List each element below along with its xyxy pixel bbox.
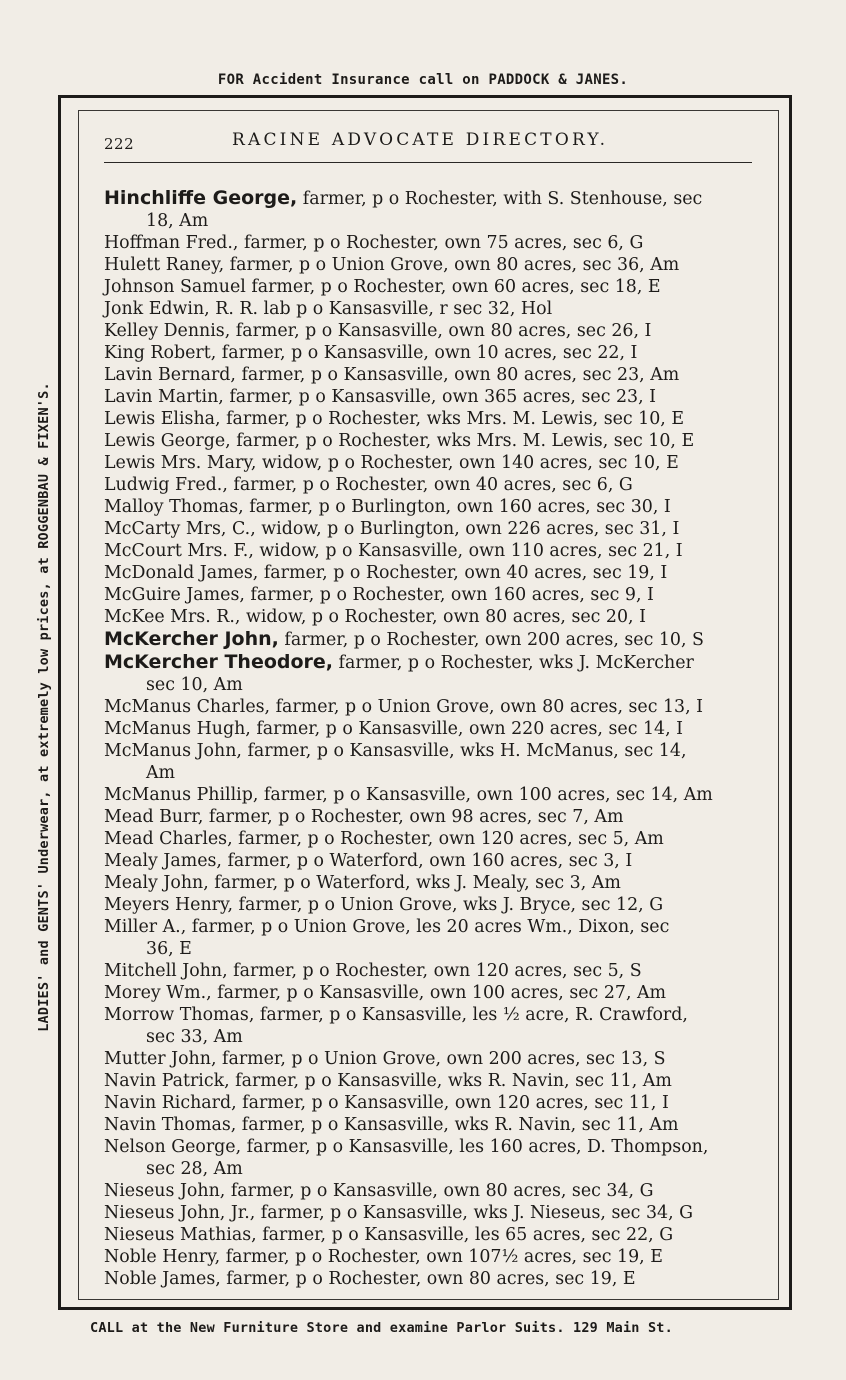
directory-entry [104, 651, 752, 674]
entry-text: Nieseus Mathias, farmer, p o Kansasville, les 65 acres, sec 22, G [104, 1225, 674, 1245]
directory-entry [104, 1268, 752, 1290]
entry-text: Mead Burr, farmer, p o Rochester, own 98 acres, sec 7, Am [104, 807, 624, 827]
side-advertisement: LADIES' and GENTS' Underwear, at extremely low prices, at ROGGENBAU & FIXEN'S. [36, 382, 52, 1032]
directory-entry [104, 828, 752, 850]
directory-entry [104, 408, 752, 430]
entry-text: McDonald James, farmer, p o Rochester, own 40 acres, sec 19, I [104, 563, 668, 583]
directory-entry [104, 187, 752, 210]
entry-text: Nelson George, farmer, p o Kansasville, les 160 acres, D. Thompson, [104, 1137, 709, 1157]
directory-entry [104, 1092, 752, 1114]
entry-name: McKercher John, [104, 628, 279, 650]
entry-text: King Robert, farmer, p o Kansasville, own 10 acres, sec 22, I [104, 343, 638, 363]
directory-entry [104, 1202, 752, 1224]
entry-text: Johnson Samuel farmer, p o Rochester, own 60 acres, sec 18, E [104, 277, 661, 297]
entry-text: McCourt Mrs. F., widow, p o Kansasville, own 110 acres, sec 21, I [104, 541, 683, 561]
entry-continuation: Am [146, 763, 176, 783]
entry-text: farmer, p o Rochester, with S. Stenhouse, sec [297, 189, 703, 209]
entry-text: Lewis George, farmer, p o Rochester, wks Mrs. M. Lewis, sec 10, E [104, 431, 695, 451]
entry-continuation: sec 33, Am [146, 1027, 243, 1047]
directory-entry [104, 386, 752, 408]
directory-entry [104, 254, 752, 276]
entry-text: Ludwig Fred., farmer, p o Rochester, own 40 acres, sec 6, G [104, 475, 633, 495]
entry-text: Miller A., farmer, p o Union Grove, les 20 acres Wm., Dixon, sec [104, 917, 670, 937]
directory-entry [104, 452, 752, 474]
entry-text: McManus Charles, farmer, p o Union Grove, own 80 acres, sec 13, I [104, 697, 704, 717]
directory-entry [104, 872, 752, 894]
directory-entry [104, 342, 752, 364]
directory-entry [104, 1246, 752, 1268]
entry-text: McKee Mrs. R., widow, p o Rochester, own 80 acres, sec 20, I [104, 607, 646, 627]
entry-text: Lewis Elisha, farmer, p o Rochester, wks Mrs. M. Lewis, sec 10, E [104, 409, 685, 429]
directory-entry [104, 606, 752, 628]
directory-entry [104, 298, 752, 320]
directory-entry [104, 894, 752, 916]
entry-name: Hinchliffe George, [104, 187, 298, 209]
header-advertisement: FOR Accident Insurance call on PADDOCK & JANES. [217, 72, 629, 88]
directory-entry [104, 1048, 752, 1070]
directory-entry [104, 1224, 752, 1246]
entry-text: farmer, p o Rochester, wks J. McKercher [333, 653, 694, 673]
entry-text: Noble Henry, farmer, p o Rochester, own 107½ acres, sec 19, E [104, 1247, 663, 1267]
entry-text: Kelley Dennis, farmer, p o Kansasville, own 80 acres, sec 26, I [104, 321, 652, 341]
entry-text: Malloy Thomas, farmer, p o Burlington, own 160 acres, sec 30, I [104, 497, 671, 517]
directory-entry [104, 784, 752, 806]
directory-entry [104, 718, 752, 740]
entry-text: Nieseus John, farmer, p o Kansasville, own 80 acres, sec 34, G [104, 1181, 654, 1201]
entry-continuation: sec 28, Am [146, 1159, 243, 1179]
entry-text: Mealy John, farmer, p o Waterford, wks J. Mealy, sec 3, Am [104, 873, 621, 893]
entry-text: Navin Patrick, farmer, p o Kansasville, wks R. Navin, sec 11, Am [104, 1071, 672, 1091]
directory-entry [104, 1004, 752, 1026]
entry-text: McManus John, farmer, p o Kansasville, wks H. McManus, sec 14, [104, 741, 687, 761]
entry-text: Jonk Edwin, R. R. lab p o Kansasville, r sec 32, Hol [104, 299, 553, 319]
page-title: RACINE ADVOCATE DIRECTORY. [232, 130, 609, 150]
entry-text: Mitchell John, farmer, p o Rochester, own 120 acres, sec 5, S [104, 961, 642, 981]
directory-entry [104, 1180, 752, 1202]
entry-text: Mead Charles, farmer, p o Rochester, own 120 acres, sec 5, Am [104, 829, 664, 849]
directory-entry [104, 916, 752, 938]
entry-text: Meyers Henry, farmer, p o Union Grove, wks J. Bryce, sec 12, G [104, 895, 664, 915]
entry-text: Mutter John, farmer, p o Union Grove, own 200 acres, sec 13, S [104, 1049, 666, 1069]
entry-text: Morey Wm., farmer, p o Kansasville, own 100 acres, sec 27, Am [104, 983, 667, 1003]
directory-entries [104, 187, 752, 1290]
directory-entry [104, 496, 752, 518]
entry-text: Mealy James, farmer, p o Waterford, own 160 acres, sec 3, I [104, 851, 633, 871]
directory-entry [104, 740, 752, 762]
directory-entry [104, 960, 752, 982]
directory-entry [104, 1070, 752, 1092]
entry-text: Lavin Martin, farmer, p o Kansasville, own 365 acres, sec 23, I [104, 387, 657, 407]
directory-entry [104, 806, 752, 828]
entry-continuation: 18, Am [146, 211, 209, 231]
entry-text: Navin Thomas, farmer, p o Kansasville, wks R. Navin, sec 11, Am [104, 1115, 679, 1135]
directory-entry [104, 474, 752, 496]
entry-text: Navin Richard, farmer, p o Kansasville, own 120 acres, sec 11, I [104, 1093, 669, 1113]
directory-entry [104, 518, 752, 540]
footer-advertisement: CALL at the New Furniture Store and examine Parlor Suits. 129 Main St. [90, 1320, 673, 1336]
entry-text: McGuire James, farmer, p o Rochester, own 160 acres, sec 9, I [104, 585, 654, 605]
entry-text: Hulett Raney, farmer, p o Union Grove, own 80 acres, sec 36, Am [104, 255, 680, 275]
directory-entry [104, 540, 752, 562]
entry-text: McCarty Mrs, C., widow, p o Burlington, own 226 acres, sec 31, I [104, 519, 680, 539]
entry-continuation: sec 10, Am [146, 675, 243, 695]
entry-text: farmer, p o Rochester, own 200 acres, sec 10, S [278, 630, 704, 650]
entry-text: Lewis Mrs. Mary, widow, p o Rochester, own 140 acres, sec 10, E [104, 453, 679, 473]
directory-entry [104, 232, 752, 254]
directory-entry [104, 1136, 752, 1158]
entry-name: McKercher Theodore, [104, 651, 334, 673]
entry-text: Hoffman Fred., farmer, p o Rochester, own 75 acres, sec 6, G [104, 233, 644, 253]
entry-text: Morrow Thomas, farmer, p o Kansasville, les ½ acre, R. Crawford, [104, 1005, 688, 1025]
entry-text: McManus Phillip, farmer, p o Kansasville, own 100 acres, sec 14, Am [104, 785, 713, 805]
directory-entry [104, 982, 752, 1004]
directory-entry [104, 364, 752, 386]
directory-entry [104, 562, 752, 584]
entry-text: Nieseus John, Jr., farmer, p o Kansasville, wks J. Nieseus, sec 34, G [104, 1203, 694, 1223]
entry-text: Noble James, farmer, p o Rochester, own 80 acres, sec 19, E [104, 1269, 636, 1289]
entry-continuation: 36, E [146, 939, 192, 959]
directory-entry [104, 320, 752, 342]
entry-text: Lavin Bernard, farmer, p o Kansasville, own 80 acres, sec 23, Am [104, 365, 680, 385]
page-number: 222 [104, 135, 135, 153]
directory-entry [104, 1114, 752, 1136]
directory-entry [104, 430, 752, 452]
directory-entry [104, 276, 752, 298]
directory-entry [104, 696, 752, 718]
entry-text: McManus Hugh, farmer, p o Kansasville, own 220 acres, sec 14, I [104, 719, 684, 739]
directory-entry [104, 850, 752, 872]
header-rule [104, 162, 752, 163]
directory-entry [104, 584, 752, 606]
directory-entry [104, 628, 752, 651]
